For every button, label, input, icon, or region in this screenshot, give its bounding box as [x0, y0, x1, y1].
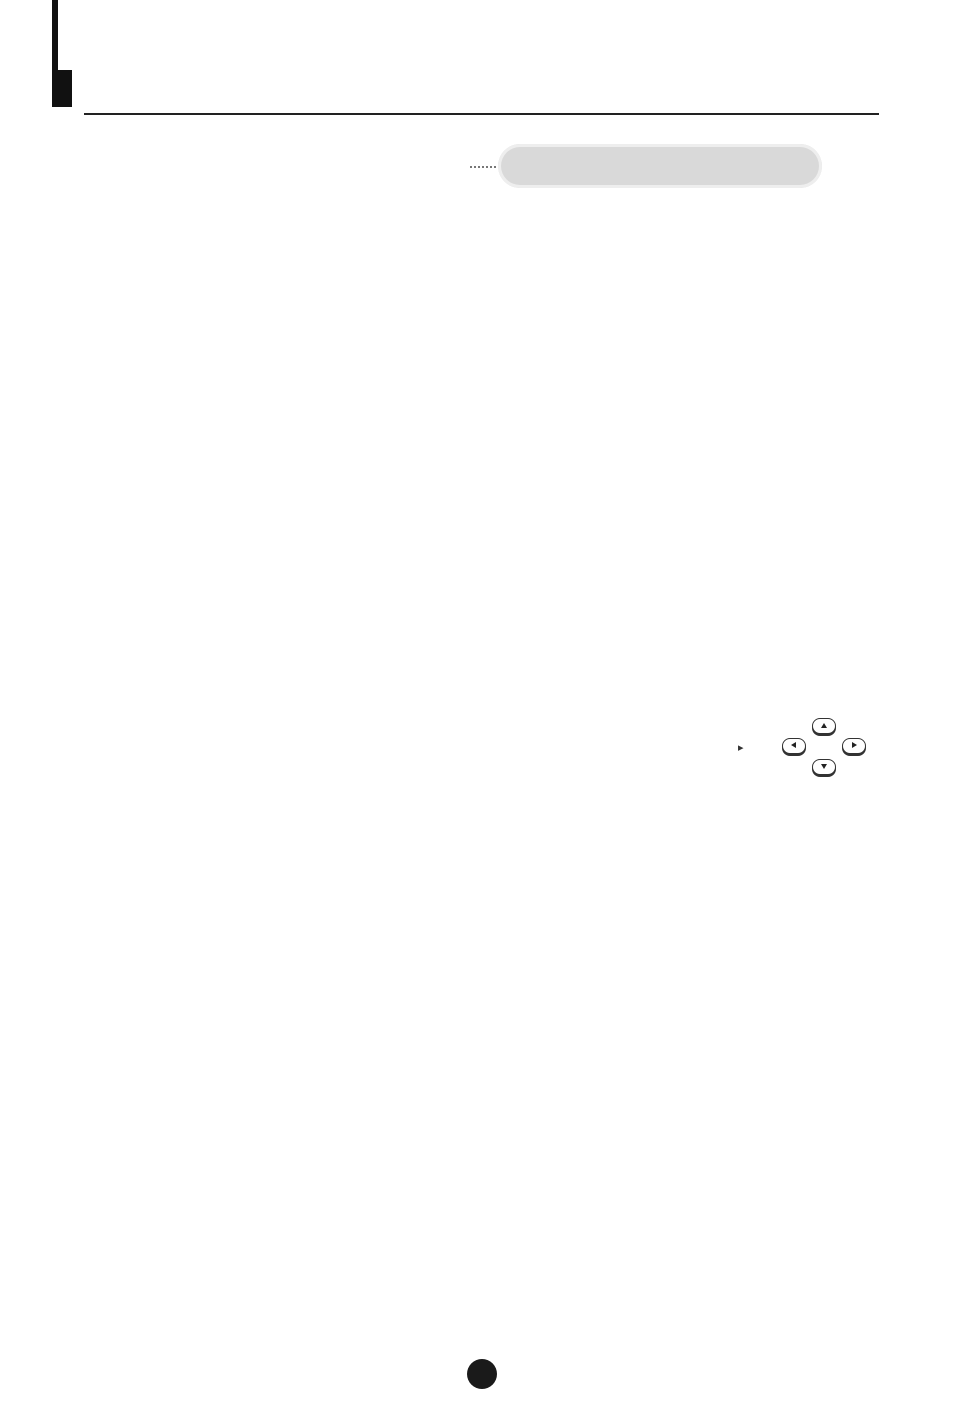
cursor-left-arrow-icon: ▸ — [738, 742, 744, 754]
cursor-right-icon — [842, 738, 866, 754]
cursor-left-icon — [782, 738, 806, 754]
page-number — [467, 1359, 497, 1389]
cursor-up-icon — [812, 718, 836, 734]
cursor-down-icon — [812, 759, 836, 775]
